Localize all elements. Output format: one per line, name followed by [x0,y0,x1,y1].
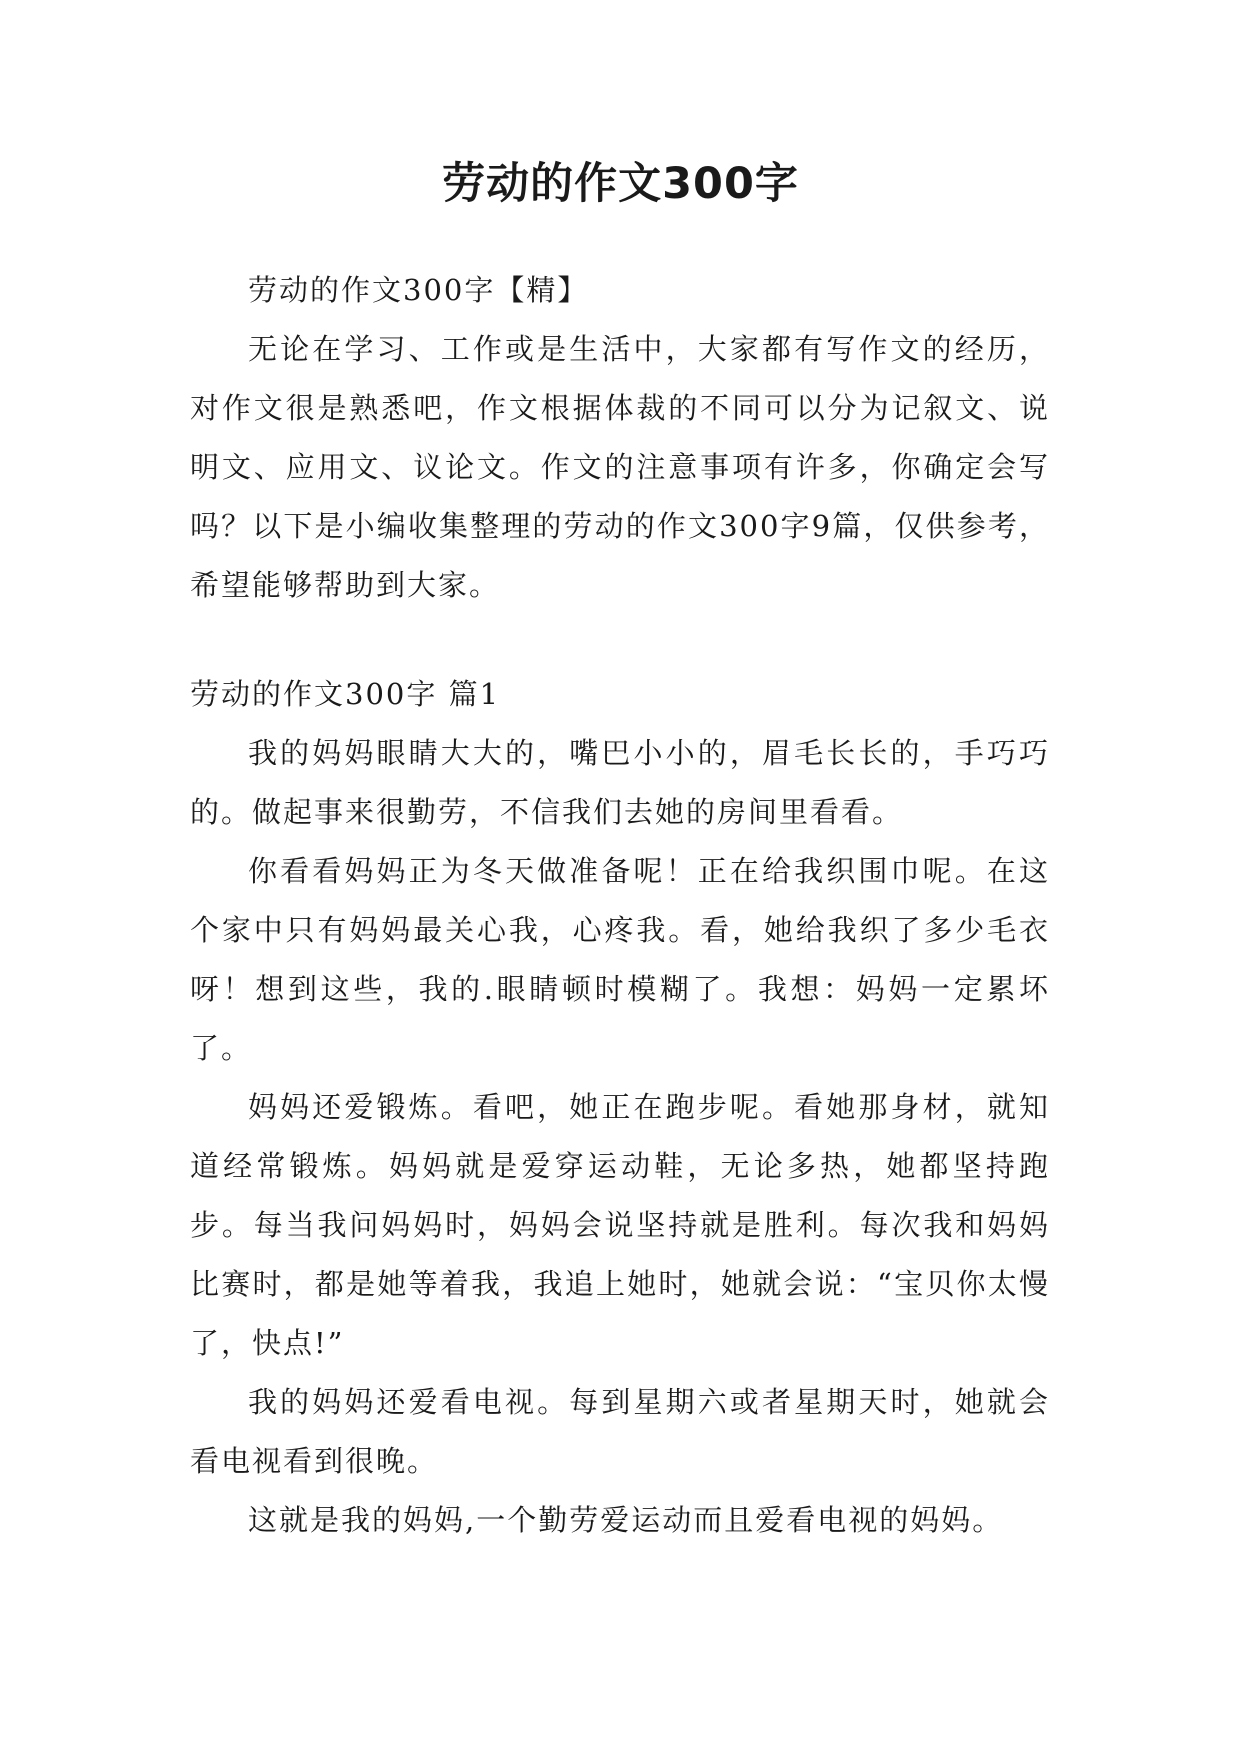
document-body [190,261,1050,1550]
body-paragraph: 我的妈妈还爱看电视。每到星期六或者星期天时，她就会看电视看到很晚。 [190,1385,1050,1478]
body-paragraph: 妈妈还爱锻炼。看吧，她正在跑步呢。看她那身材，就知道经常锻炼。妈妈就是爱穿运动鞋，无论多热，她都坚持跑步。每当我问妈妈时，妈妈会说坚持就是胜利。每次我和妈妈比赛时，都是她等着我，我追上她时，她就会说：“宝贝你太慢了，快点!” [190,1090,1050,1360]
document-title: 劳动的作文300字 [442,159,799,209]
section-heading: 劳动的作文300字 篇1 [190,677,501,711]
intro-paragraph: 无论在学习、工作或是生活中，大家都有写作文的经历，对作文很是熟悉吧，作文根据体裁的不同可以分为记叙文、说明文、应用文、议论文。作文的注意事项有许多，你确定会写吗？以下是小编收集整理的劳动的作文300字9篇，仅供参考，希望能够帮助到大家。 [190,332,1050,602]
body-paragraph: 你看看妈妈正为冬天做准备呢！正在给我织围巾呢。在这个家中只有妈妈最关心我，心疼我。看，她给我织了多少毛衣呀！想到这些，我的.眼睛顿时模糊了。我想：妈妈一定累坏了。 [190,854,1050,1065]
body-paragraph: 我的妈妈眼睛大大的，嘴巴小小的，眉毛长长的，手巧巧的。做起事来很勤劳，不信我们去她的房间里看看。 [190,736,1050,829]
document-subtitle: 劳动的作文300字【精】 [248,273,589,307]
body-paragraph: 这就是我的妈妈,一个勤劳爱运动而且爱看电视的妈妈。 [248,1503,1004,1537]
